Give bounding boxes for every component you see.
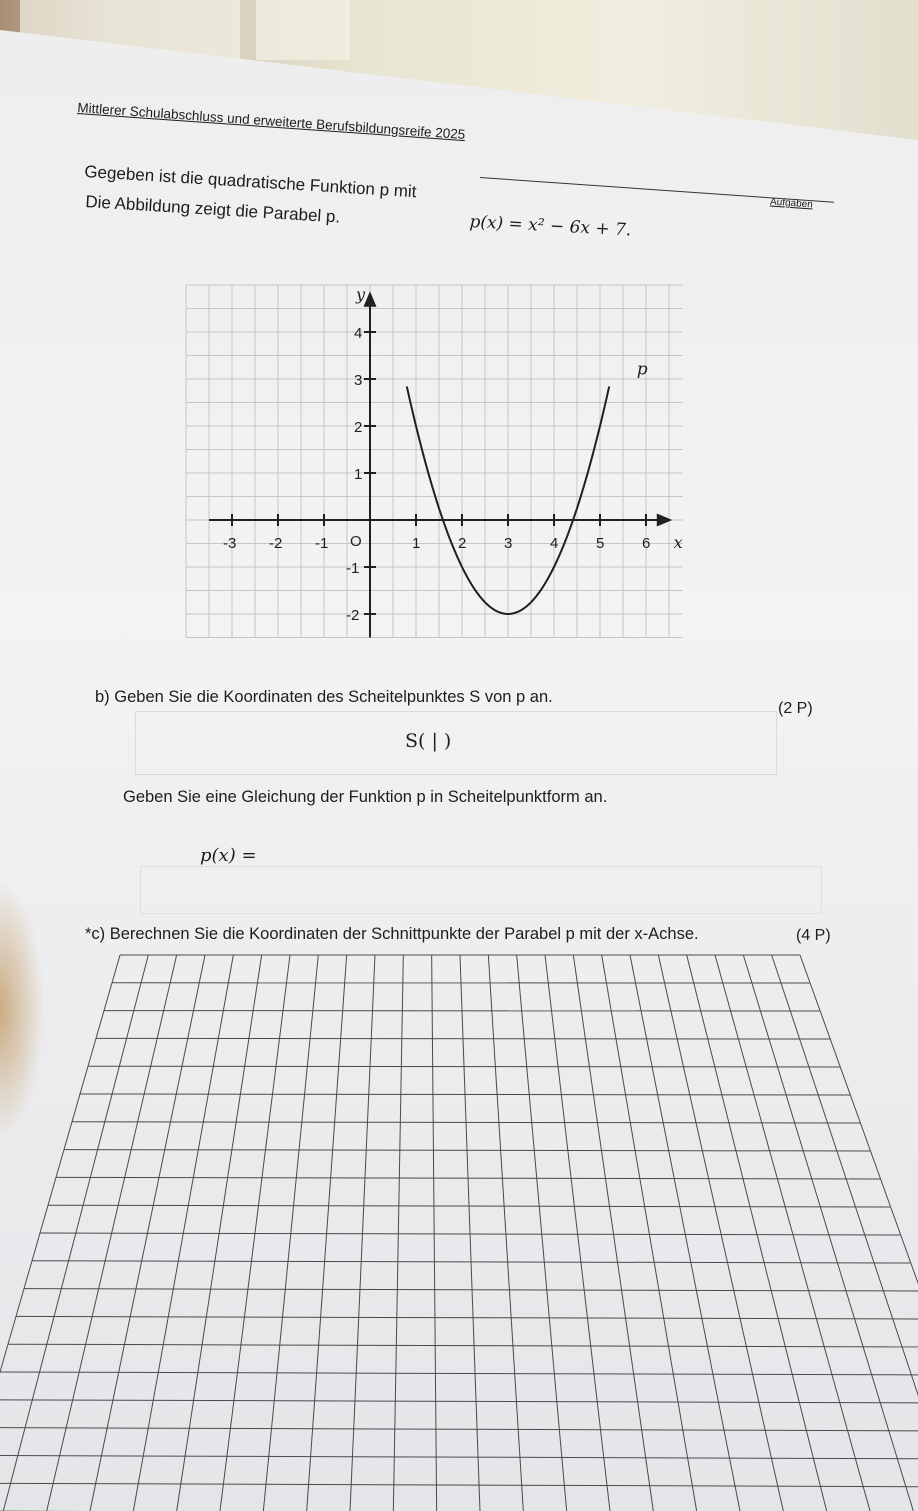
y-tick-label: 3 [354, 372, 363, 389]
x-tick-label: -2 [269, 535, 283, 552]
x-tick-label: 6 [642, 535, 651, 552]
x-tick-label: 4 [550, 535, 559, 552]
intro-text-parabola: Die Abbildung zeigt die Parabel p. [84, 192, 341, 227]
work-grid-horizontal [0, 1372, 918, 1375]
work-grid-horizontal [24, 1289, 918, 1291]
x-axis-arrow [658, 515, 670, 525]
work-grid-horizontal [80, 1094, 850, 1095]
equation-answer-label: p(x) = [200, 845, 257, 866]
x-tick-label: 2 [458, 535, 467, 552]
x-tick-label: 3 [504, 535, 513, 552]
work-grid-vertical [743, 955, 913, 1511]
work-grid-horizontal [64, 1150, 870, 1151]
function-formula: p(x) = x² − 6x + 7. [468, 212, 632, 241]
x-tick-label: -1 [315, 535, 329, 552]
work-grid-horizontal [88, 1066, 840, 1067]
y-tick-label: 1 [354, 466, 363, 483]
y-axis-label: y [356, 284, 366, 304]
work-grid-horizontal [0, 1455, 918, 1459]
y-tick-label: 2 [354, 419, 363, 436]
points-c: (4 P) [796, 927, 831, 944]
finger-shadow [0, 880, 45, 1140]
work-grid-horizontal [0, 1400, 918, 1403]
exam-header: Mittlerer Schulabschluss und erweiterte Berufsbildungsreife 2025 [76, 100, 466, 143]
y-tick-label: -2 [346, 607, 360, 624]
work-grid-vertical [800, 955, 918, 1511]
work-grid-vertical [715, 955, 870, 1511]
x-tick-label: 5 [596, 535, 605, 552]
work-grid-horizontal [0, 1428, 918, 1431]
task-c: *c) Berechnen Sie die Koordinaten der Schnittpunkte der Parabel p mit der x-Achse. [85, 925, 699, 943]
origin-label: O [350, 533, 362, 550]
x-axis-label: x [673, 533, 683, 552]
y-tick-labels [346, 325, 376, 624]
work-grid-horizontal [8, 1344, 918, 1347]
graph-grid [186, 285, 683, 638]
task-b: b) Geben Sie die Koordinaten des Scheitelpunktes S von p an. [95, 688, 553, 706]
equation-answer-field[interactable] [140, 866, 822, 914]
x-tick-label: 1 [412, 535, 421, 552]
parabola-graph [165, 240, 695, 660]
y-tick-label: -1 [346, 560, 360, 577]
workspace-grid[interactable] [0, 945, 918, 1511]
x-tick-label: -3 [223, 535, 237, 552]
section-label: Aufgaben [769, 196, 814, 211]
intro-text: Gegeben ist die quadratische Funktion p mit [83, 162, 418, 202]
y-axis-arrow [365, 294, 375, 306]
work-grid-horizontal [96, 1038, 830, 1039]
task-b-equation: Geben Sie eine Gleichung der Funktion p in Scheitelpunktform an. [123, 788, 608, 806]
background-window-frame [240, 0, 256, 60]
work-grid-horizontal [16, 1316, 918, 1319]
vertex-answer-field[interactable]: S( | ) [405, 730, 452, 752]
work-grid-vertical [772, 955, 918, 1511]
work-grid-horizontal [72, 1122, 860, 1123]
vertex-answer-box[interactable] [135, 711, 777, 775]
y-tick-label: 4 [354, 325, 363, 342]
points-b: (2 P) [778, 700, 813, 717]
curve-label: p [636, 359, 648, 380]
